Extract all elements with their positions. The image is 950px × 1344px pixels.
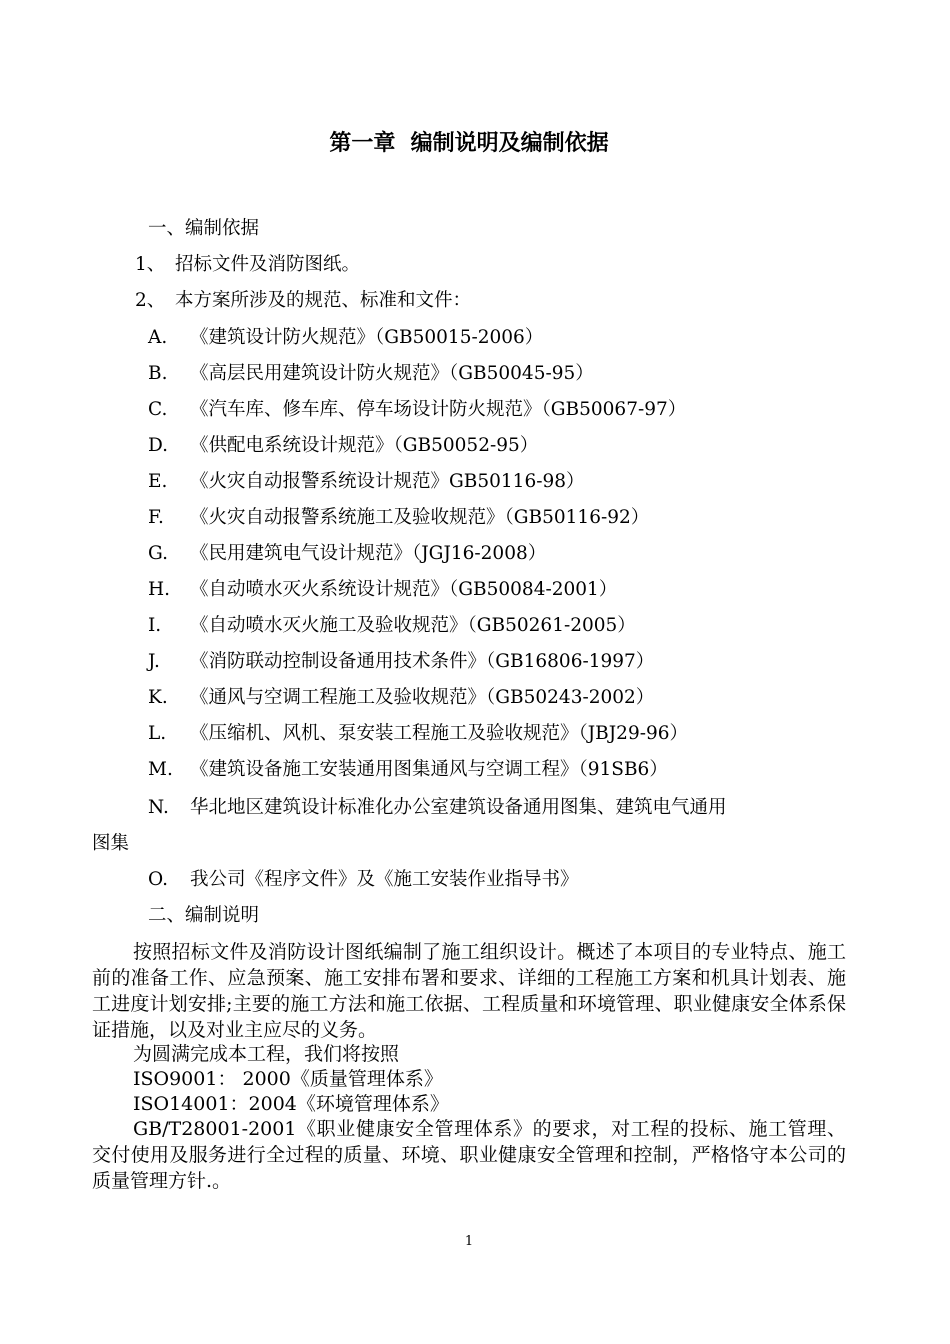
standard-letter: J. bbox=[148, 651, 160, 672]
standard-iso14001: ISO14001：2004《环境管理体系》 bbox=[133, 1093, 449, 1115]
standard-letter: G. bbox=[148, 543, 168, 564]
standard-letter: F. bbox=[148, 507, 164, 528]
item-number: 2、 bbox=[135, 290, 166, 311]
standard-item bbox=[148, 613, 636, 639]
item-text: 招标文件及消防图纸。 bbox=[175, 254, 361, 275]
standard-text: 《汽车库、修车库、停车场设计防火规范》（GB50067-97） bbox=[190, 399, 687, 420]
section-heading-basis: 一、编制依据 bbox=[148, 218, 260, 239]
standard-letter: K. bbox=[148, 687, 168, 708]
requirements-paragraph: GB/T28001-2001《职业健康安全管理体系》的要求，对工程的投标、施工管理、交付使用及服务进行全过程的质量、环境、职业健康安全管理和控制，严格恪守本公司的质量管理方针.。 bbox=[92, 1118, 846, 1192]
standard-letter: H. bbox=[148, 579, 171, 600]
standard-text: 华北地区建筑设计标准化办公室建筑设备通用图集、建筑电气通用 bbox=[190, 797, 727, 818]
description-line: 为圆满完成本工程，我们将按照 bbox=[133, 1043, 400, 1065]
standard-item bbox=[148, 397, 686, 423]
standard-text: 我公司《程序文件》及《施工安装作业指导书》 bbox=[190, 869, 579, 890]
standard-item-n bbox=[148, 795, 727, 821]
standard-text: 《自动喷水灭火施工及验收规范》（GB50261-2005） bbox=[190, 615, 636, 636]
page-number: 1 bbox=[464, 1234, 474, 1249]
standard-letter: O. bbox=[148, 869, 168, 890]
standard-text: 《供配电系统设计规范》（GB50052-95） bbox=[190, 435, 539, 456]
standard-item-n-continuation: 图集 bbox=[92, 833, 130, 854]
standard-item bbox=[148, 541, 546, 567]
standard-text: 《压缩机、风机、泵安装工程施工及验收规范》（JBJ29-96） bbox=[190, 723, 689, 744]
standard-text: 《自动喷水灭火系统设计规范》（GB50084-2001） bbox=[190, 579, 618, 600]
standard-text: 《高层民用建筑设计防火规范》（GB50045-95） bbox=[190, 363, 594, 384]
section-heading-description: 二、编制说明 bbox=[148, 905, 260, 926]
standard-item bbox=[148, 361, 594, 387]
standard-text: 《火灾自动报警系统施工及验收规范》（GB50116-92） bbox=[190, 507, 650, 528]
standard-item bbox=[148, 325, 543, 351]
standard-item bbox=[148, 649, 654, 675]
standard-letter: D. bbox=[148, 435, 169, 456]
standard-letter: E. bbox=[148, 471, 168, 492]
standard-letter: B. bbox=[148, 363, 168, 384]
standard-letter: L. bbox=[148, 723, 167, 744]
item-number: 1、 bbox=[135, 254, 166, 275]
standard-letter: C. bbox=[148, 399, 168, 420]
standard-item bbox=[148, 433, 538, 459]
standard-text: 《民用建筑电气设计规范》（JGJ16-2008） bbox=[190, 543, 547, 564]
numbered-item bbox=[135, 288, 471, 314]
standard-letter: N. bbox=[148, 797, 169, 818]
item-text: 本方案所涉及的规范、标准和文件： bbox=[175, 290, 472, 311]
standard-text: 《火灾自动报警系统设计规范》GB50116-98） bbox=[190, 471, 585, 492]
standard-item bbox=[148, 757, 668, 783]
numbered-item bbox=[135, 252, 360, 278]
standard-letter: I. bbox=[148, 615, 162, 636]
description-paragraph: 按照招标文件及消防设计图纸编制了施工组织设计。概述了本项目的专业特点、施工前的准备工作、应急预案、施工安排布署和要求、详细的工程施工方案和机具计划表、施工进度计划安排;主要的施工方法和施工依据、工程质量和环境管理、职业健康安全体系保证措施，以及对业主应尽的义务。 bbox=[92, 941, 846, 1041]
standard-item bbox=[148, 469, 585, 495]
standard-item bbox=[148, 685, 654, 711]
standard-letter: M. bbox=[148, 759, 173, 780]
standard-text: 《建筑设备施工安装通用图集通风与空调工程》（91SB6） bbox=[190, 759, 668, 780]
standard-item-o bbox=[148, 867, 579, 893]
standard-iso9001: ISO9001： 2000《质量管理体系》 bbox=[133, 1068, 443, 1090]
standard-text: 《消防联动控制设备通用技术条件》（GB16806-1997） bbox=[190, 651, 655, 672]
standard-text: 《建筑设计防火规范》（GB50015-2006） bbox=[190, 327, 544, 348]
chapter-title: 第一章 编制说明及编制依据 bbox=[329, 131, 609, 156]
standard-text: 《通风与空调工程施工及验收规范》（GB50243-2002） bbox=[190, 687, 655, 708]
standard-item bbox=[148, 577, 617, 603]
standard-item bbox=[148, 505, 649, 531]
standard-item bbox=[148, 721, 688, 747]
standard-letter: A. bbox=[148, 327, 168, 348]
